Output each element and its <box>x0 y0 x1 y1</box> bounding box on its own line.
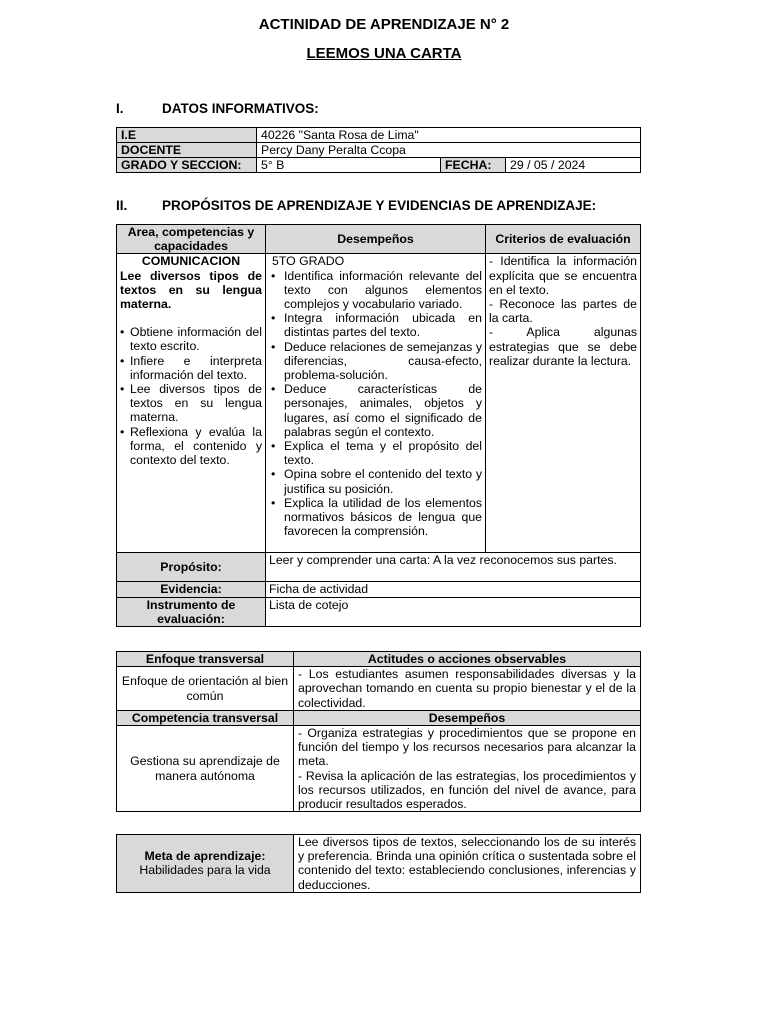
column-header-desempenos: Desempeños <box>294 710 641 725</box>
section-heading-datos <box>116 101 319 116</box>
list-item: • Deduce características de personajes, animales, objetos y lugares, así como el significado de palabras según el contexto. <box>269 382 482 439</box>
table-row <box>117 128 641 143</box>
enfoque-transversal-table <box>116 651 641 812</box>
column-header-competencia: Competencia transversal <box>117 710 294 725</box>
evidencia-label: Evidencia: <box>117 582 266 597</box>
column-header-criterios: Criterios de evaluación <box>486 225 641 254</box>
criterio-item: - Reconoce las partes de la carta. <box>489 297 637 326</box>
list-item: • Reflexiona y evalúa la forma, el contenido y contexto del texto. <box>120 425 262 468</box>
column-header-area: Area, competencias y capacidades <box>117 225 266 254</box>
grado-label: 5TO GRADO <box>272 254 345 269</box>
table-header-row <box>117 225 641 254</box>
page-title: ACTINIDAD DE APRENDIZAJE N° 2 <box>258 16 510 33</box>
table-row <box>117 553 641 582</box>
list-item: • Explica el tema y el propósito del texto. <box>269 439 482 467</box>
propositos-table <box>116 224 641 627</box>
meta-sublabel: Habilidades para la vida <box>139 863 271 878</box>
section-title: PROPÓSITOS DE APRENDIZAJE Y EVIDENCIAS DE APRENDIZAJE: <box>162 198 597 213</box>
table-header-row <box>117 710 641 725</box>
list-item: • Explica la utilidad de los elementos normativos básicos de lengua que favorecen la comprensión. <box>269 496 482 539</box>
desempeno-item: - Organiza estrategias y procedimientos que se propone en función del tiempo y los recursos necesarios para alcanzar la meta. <box>298 726 636 769</box>
ie-label: I.E <box>117 128 257 143</box>
column-header-enfoque: Enfoque transversal <box>117 652 294 667</box>
desempeno-item: - Revisa la aplicación de las estrategias, los procedimientos y los recursos utilizados, en función del nivel de avance, para producir resultados esperados. <box>298 768 636 812</box>
fecha-value: 29 / 05 / 2024 <box>506 158 641 173</box>
grado-value: 5° B <box>257 158 441 173</box>
actitud-text: - Los estudiantes asumen responsabilidades diversas y la aprovechan tomando en cuenta su propio bienestar y el de la colectividad. <box>294 667 641 711</box>
list-item: • Infiere e interpreta información del texto. <box>120 354 262 382</box>
instrumento-value: Lista de cotejo <box>266 597 641 626</box>
meta-aprendizaje-table <box>116 834 641 893</box>
table-row <box>117 582 641 597</box>
section-title: DATOS INFORMATIVOS: <box>162 101 319 116</box>
list-item: • Deduce relaciones de semejanzas y diferencias, causa-efecto, problema-solución. <box>269 340 482 383</box>
list-item: • Opina sobre el contenido del texto y justifica su posición. <box>269 467 482 495</box>
section-number: I. <box>116 101 124 116</box>
competencia-desempenos <box>294 726 641 812</box>
table-row <box>117 158 641 173</box>
list-item: • Obtiene información del texto escrito. <box>120 325 262 353</box>
area-title: COMUNICACION <box>141 254 241 269</box>
proposito-label: Propósito: <box>117 553 266 582</box>
desempenos-cell <box>266 254 486 553</box>
datos-informativos-table <box>116 127 641 173</box>
table-row <box>117 835 641 893</box>
ie-value: 40226 "Santa Rosa de Lima" <box>257 128 641 143</box>
meta-label-cell <box>117 835 294 893</box>
meta-value: Lee diversos tipos de textos, seleccionando los de su interés y preferencia. Brinda una opinión crítica o sustentada sobre el contenido del texto: estableciendo conclusiones, inferencias y deducciones. <box>294 835 641 893</box>
list-item: • Lee diversos tipos de textos en su lengua materna. <box>120 382 262 425</box>
column-header-desempenos: Desempeños <box>266 225 486 254</box>
table-row <box>117 667 641 711</box>
table-row <box>117 726 641 812</box>
page-subtitle: LEEMOS UNA CARTA <box>306 45 462 62</box>
column-header-actitudes: Actitudes o acciones observables <box>294 652 641 667</box>
desempenos-list <box>269 269 482 539</box>
section-heading-propositos <box>116 198 596 213</box>
instrumento-label: Instrumento de evaluación: <box>117 597 266 626</box>
table-row <box>117 597 641 626</box>
competencia: Lee diversos tipos de textos en su lengua materna. <box>120 268 262 312</box>
table-row <box>117 254 641 553</box>
table-row <box>117 143 641 158</box>
section-number: II. <box>116 198 128 213</box>
grado-label: GRADO Y SECCION: <box>117 158 257 173</box>
criterio-item: - Identifica la información explícita que se encuentra en el texto. <box>489 254 637 297</box>
evidencia-value: Ficha de actividad <box>266 582 641 597</box>
table-header-row <box>117 652 641 667</box>
proposito-value: Leer y comprender una carta: A la vez reconocemos sus partes. <box>266 553 641 582</box>
fecha-label: FECHA: <box>441 158 506 173</box>
capacidades-list <box>120 325 262 467</box>
docente-label: DOCENTE <box>117 143 257 158</box>
list-item: • Integra información ubicada en distintas partes del texto. <box>269 311 482 339</box>
criterio-item: - Aplica algunas estrategias que se debe realizar durante la lectura. <box>489 325 637 368</box>
meta-label: Meta de aprendizaje: <box>144 849 266 864</box>
docente-value: Percy Dany Peralta Ccopa <box>257 143 641 158</box>
area-cell <box>117 254 266 553</box>
enfoque-name: Enfoque de orientación al bien común <box>117 667 294 711</box>
list-item: • Identifica información relevante del texto con algunos elementos complejos y vocabulario variado. <box>269 269 482 312</box>
criterios-cell <box>486 254 641 553</box>
competencia-name: Gestiona su aprendizaje de manera autónoma <box>117 726 294 812</box>
